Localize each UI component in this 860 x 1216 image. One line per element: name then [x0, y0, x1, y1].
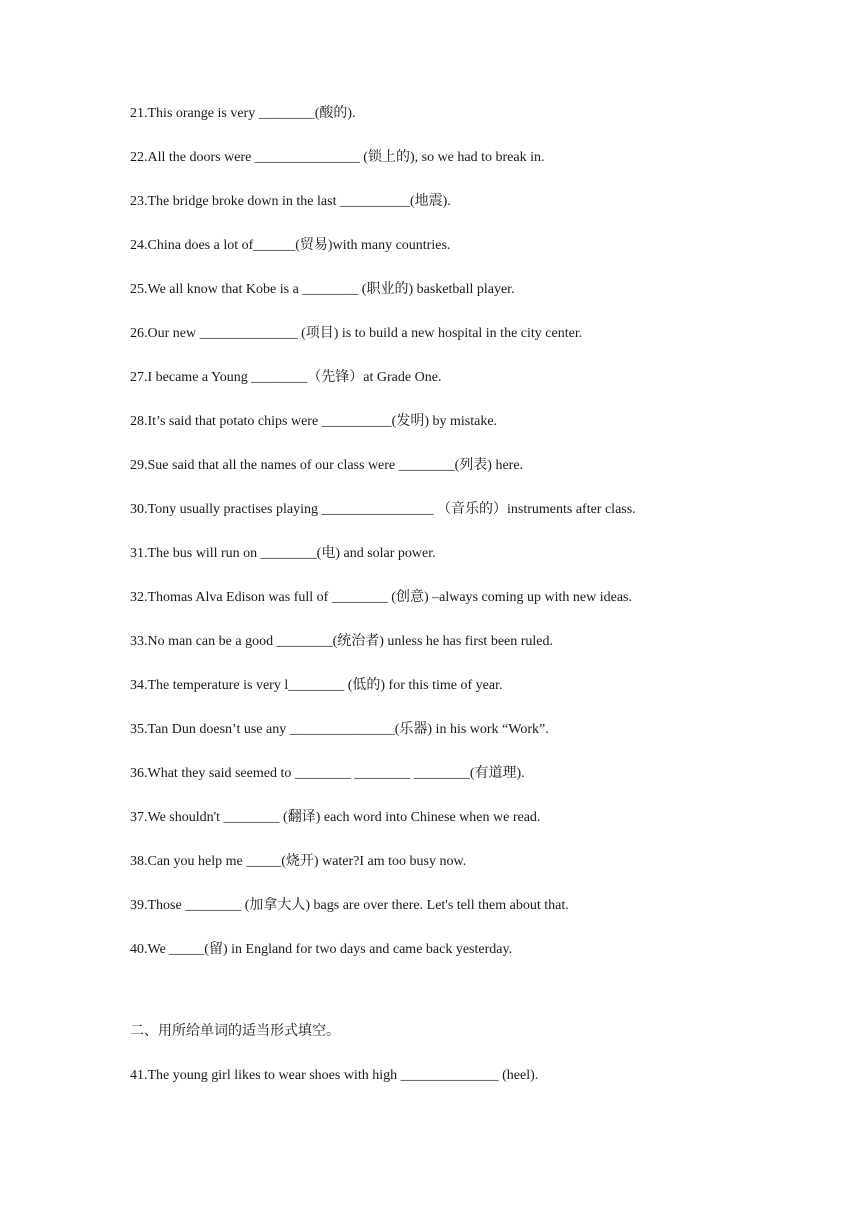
question-24: 24.China does a lot of______(贸易)with many countries.	[130, 238, 451, 253]
question-36: 36.What they said seemed to ________ ________ ________(有道理).	[130, 766, 525, 781]
question-25: 25.We all know that Kobe is a ________ (职业的) basketball player.	[130, 282, 515, 297]
question-22: 22.All the doors were _______________ (锁上的), so we had to break in.	[130, 150, 545, 165]
question-34: 34.The temperature is very l________ (低的) for this time of year.	[130, 678, 503, 693]
question-27: 27.I became a Young ________（先锋）at Grade One.	[130, 370, 442, 385]
section-heading: 二、用所给单词的适当形式填空。	[130, 1024, 340, 1039]
question-39: 39.Those ________ (加拿大人) bags are over there. Let's tell them about that.	[130, 898, 569, 913]
question-37: 37.We shouldn't ________ (翻译) each word into Chinese when we read.	[130, 810, 541, 825]
question-28: 28.It’s said that potato chips were __________(发明) by mistake.	[130, 414, 498, 429]
question-29: 29.Sue said that all the names of our class were ________(列表) here.	[130, 458, 524, 473]
question-38: 38.Can you help me _____(烧开) water?I am too busy now.	[130, 854, 467, 869]
question-list	[130, 104, 830, 984]
question-30: 30.Tony usually practises playing ________________ （音乐的）instruments after class.	[130, 502, 636, 517]
question-23: 23.The bridge broke down in the last __________(地震).	[130, 194, 451, 209]
question-31: 31.The bus will run on ________(电) and solar power.	[130, 546, 436, 561]
question-32: 32.Thomas Alva Edison was full of ________ (创意) –always coming up with new ideas.	[130, 590, 632, 605]
question-21: 21.This orange is very ________(酸的).	[130, 106, 356, 121]
question-35: 35.Tan Dun doesn’t use any _______________(乐器) in his work “Work”.	[130, 722, 549, 737]
question-40: 40.We _____(留) in England for two days and came back yesterday.	[130, 942, 513, 957]
question-26: 26.Our new ______________ (项目) is to build a new hospital in the city center.	[130, 326, 583, 341]
question-41: 41.The young girl likes to wear shoes with high ______________ (heel).	[130, 1068, 539, 1083]
question-33: 33.No man can be a good ________(统治者) unless he has first been ruled.	[130, 634, 554, 649]
